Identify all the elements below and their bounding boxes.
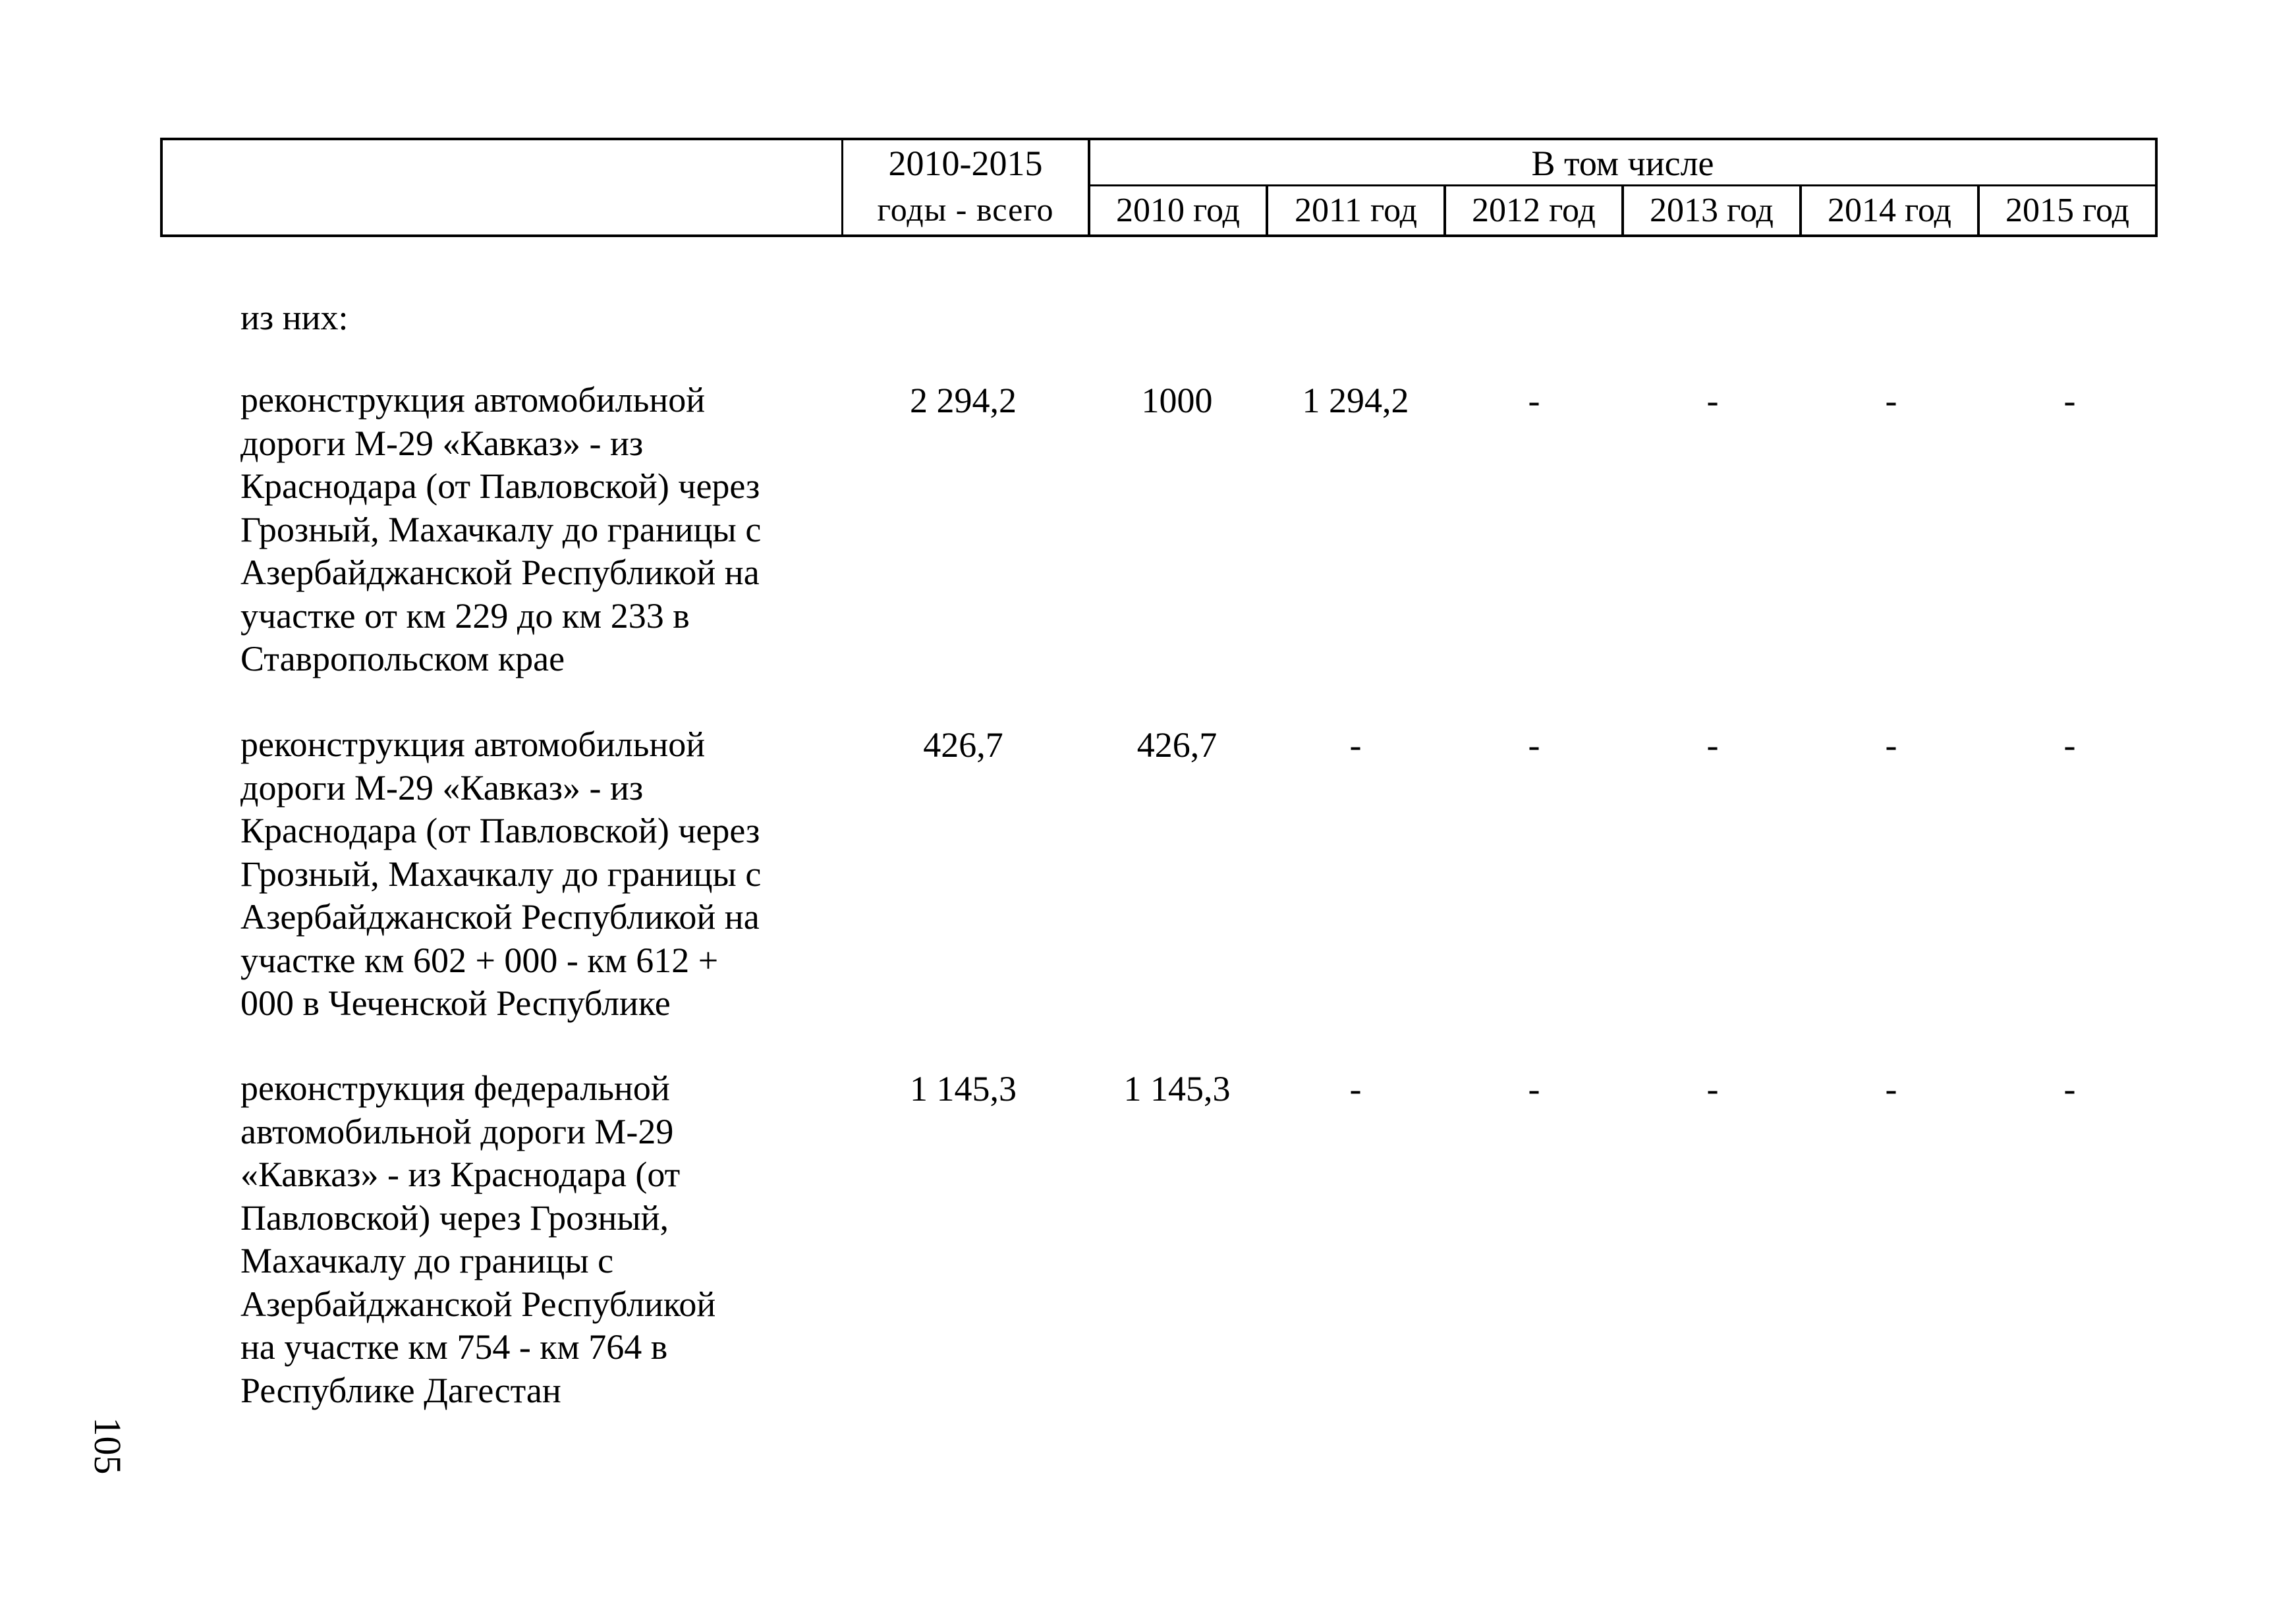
row-description-line: Махачкалу до границы с xyxy=(240,1241,614,1280)
row-description-line: дороги М-29 «Кавказ» - из xyxy=(240,423,644,463)
table-header xyxy=(160,138,2158,237)
row-value-2013: - xyxy=(1706,381,1719,420)
row-total: 426,7 xyxy=(923,725,1003,765)
row-value-2014: - xyxy=(1885,725,1897,765)
header-total-label: годы - всего xyxy=(877,191,1054,228)
row-description-line: участке от км 229 до км 233 в xyxy=(240,595,690,636)
row-value-2010: 426,7 xyxy=(1136,725,1218,765)
header-year-2015: 2015 год xyxy=(1977,186,2155,234)
row-value-2012: - xyxy=(1528,381,1540,420)
row-total: 2 294,2 xyxy=(910,381,1017,420)
row-description-line: Республике Дагестан xyxy=(240,1370,561,1410)
row-value-2014: - xyxy=(1885,1069,1897,1109)
row-value-2011: - xyxy=(1349,1069,1362,1109)
row-value-2013: - xyxy=(1706,725,1719,765)
header-year-2012: 2012 год xyxy=(1443,186,1621,234)
row-value-2014: - xyxy=(1885,381,1897,420)
row-description-line: дороги М-29 «Кавказ» - из xyxy=(240,767,644,808)
header-year-group xyxy=(1090,140,2155,234)
row-value-2012: - xyxy=(1528,1069,1540,1109)
row-value-2011: - xyxy=(1349,725,1362,765)
row-description-line: Азербайджанской Республикой xyxy=(240,1284,716,1324)
row-value-2011: 1 294,2 xyxy=(1302,381,1409,420)
header-group-title: В том числе xyxy=(1090,140,2155,186)
row-description-line: Азербайджанской Республикой на xyxy=(240,553,760,592)
row-description-line: 000 в Чеченской Республике xyxy=(240,983,671,1023)
row-description-line: реконструкция автомобильной xyxy=(240,725,706,764)
header-years xyxy=(1090,186,2155,234)
row-value-2015: - xyxy=(2063,381,2076,420)
row-description-line: Грозный, Махачкалу до границы с xyxy=(240,854,762,894)
lead-text: из них: xyxy=(240,298,349,337)
header-total-column xyxy=(841,140,1090,234)
row-description-line: участке км 602 + 000 - км 612 + xyxy=(240,940,719,980)
header-year-2011: 2011 год xyxy=(1266,186,1443,234)
header-year-2013: 2013 год xyxy=(1621,186,1799,234)
row-description-line: Павловской) через Грозный, xyxy=(240,1197,669,1238)
row-value-2015: - xyxy=(2063,725,2076,765)
row-value-2010: 1000 xyxy=(1141,381,1213,420)
row-value-2012: - xyxy=(1528,725,1540,765)
row-description-line: автомобильной дороги М-29 xyxy=(240,1111,674,1151)
row-description-line: на участке км 754 - км 764 в xyxy=(240,1327,668,1367)
row-description-line: Краснодара (от Павловской) через xyxy=(240,466,760,506)
row-value-2015: - xyxy=(2063,1069,2076,1109)
row-description xyxy=(240,1067,833,1412)
row-total: 1 145,3 xyxy=(910,1069,1017,1109)
row-description xyxy=(240,723,833,1026)
row-description-line: Краснодара (от Павловской) через xyxy=(240,811,760,850)
row-description xyxy=(240,379,833,681)
row-description-line: «Кавказ» - из Краснодара (от xyxy=(240,1155,681,1194)
row-description-line: реконструкция автомобильной xyxy=(240,380,706,420)
row-description-line: Азербайджанской Республикой на xyxy=(240,897,760,937)
header-total-period: 2010-2015 xyxy=(888,144,1043,183)
row-description-line: Грозный, Махачкалу до границы с xyxy=(240,509,762,549)
row-description-line: Ставропольском крае xyxy=(240,639,565,678)
row-value-2013: - xyxy=(1706,1069,1719,1109)
row-description-line: реконструкция федеральной xyxy=(240,1068,670,1108)
row-value-2010: 1 145,3 xyxy=(1123,1069,1231,1109)
header-year-2010: 2010 год xyxy=(1116,192,1240,229)
header-year-2014: 2014 год xyxy=(1799,186,1977,234)
page-number: 105 xyxy=(86,1417,129,1475)
